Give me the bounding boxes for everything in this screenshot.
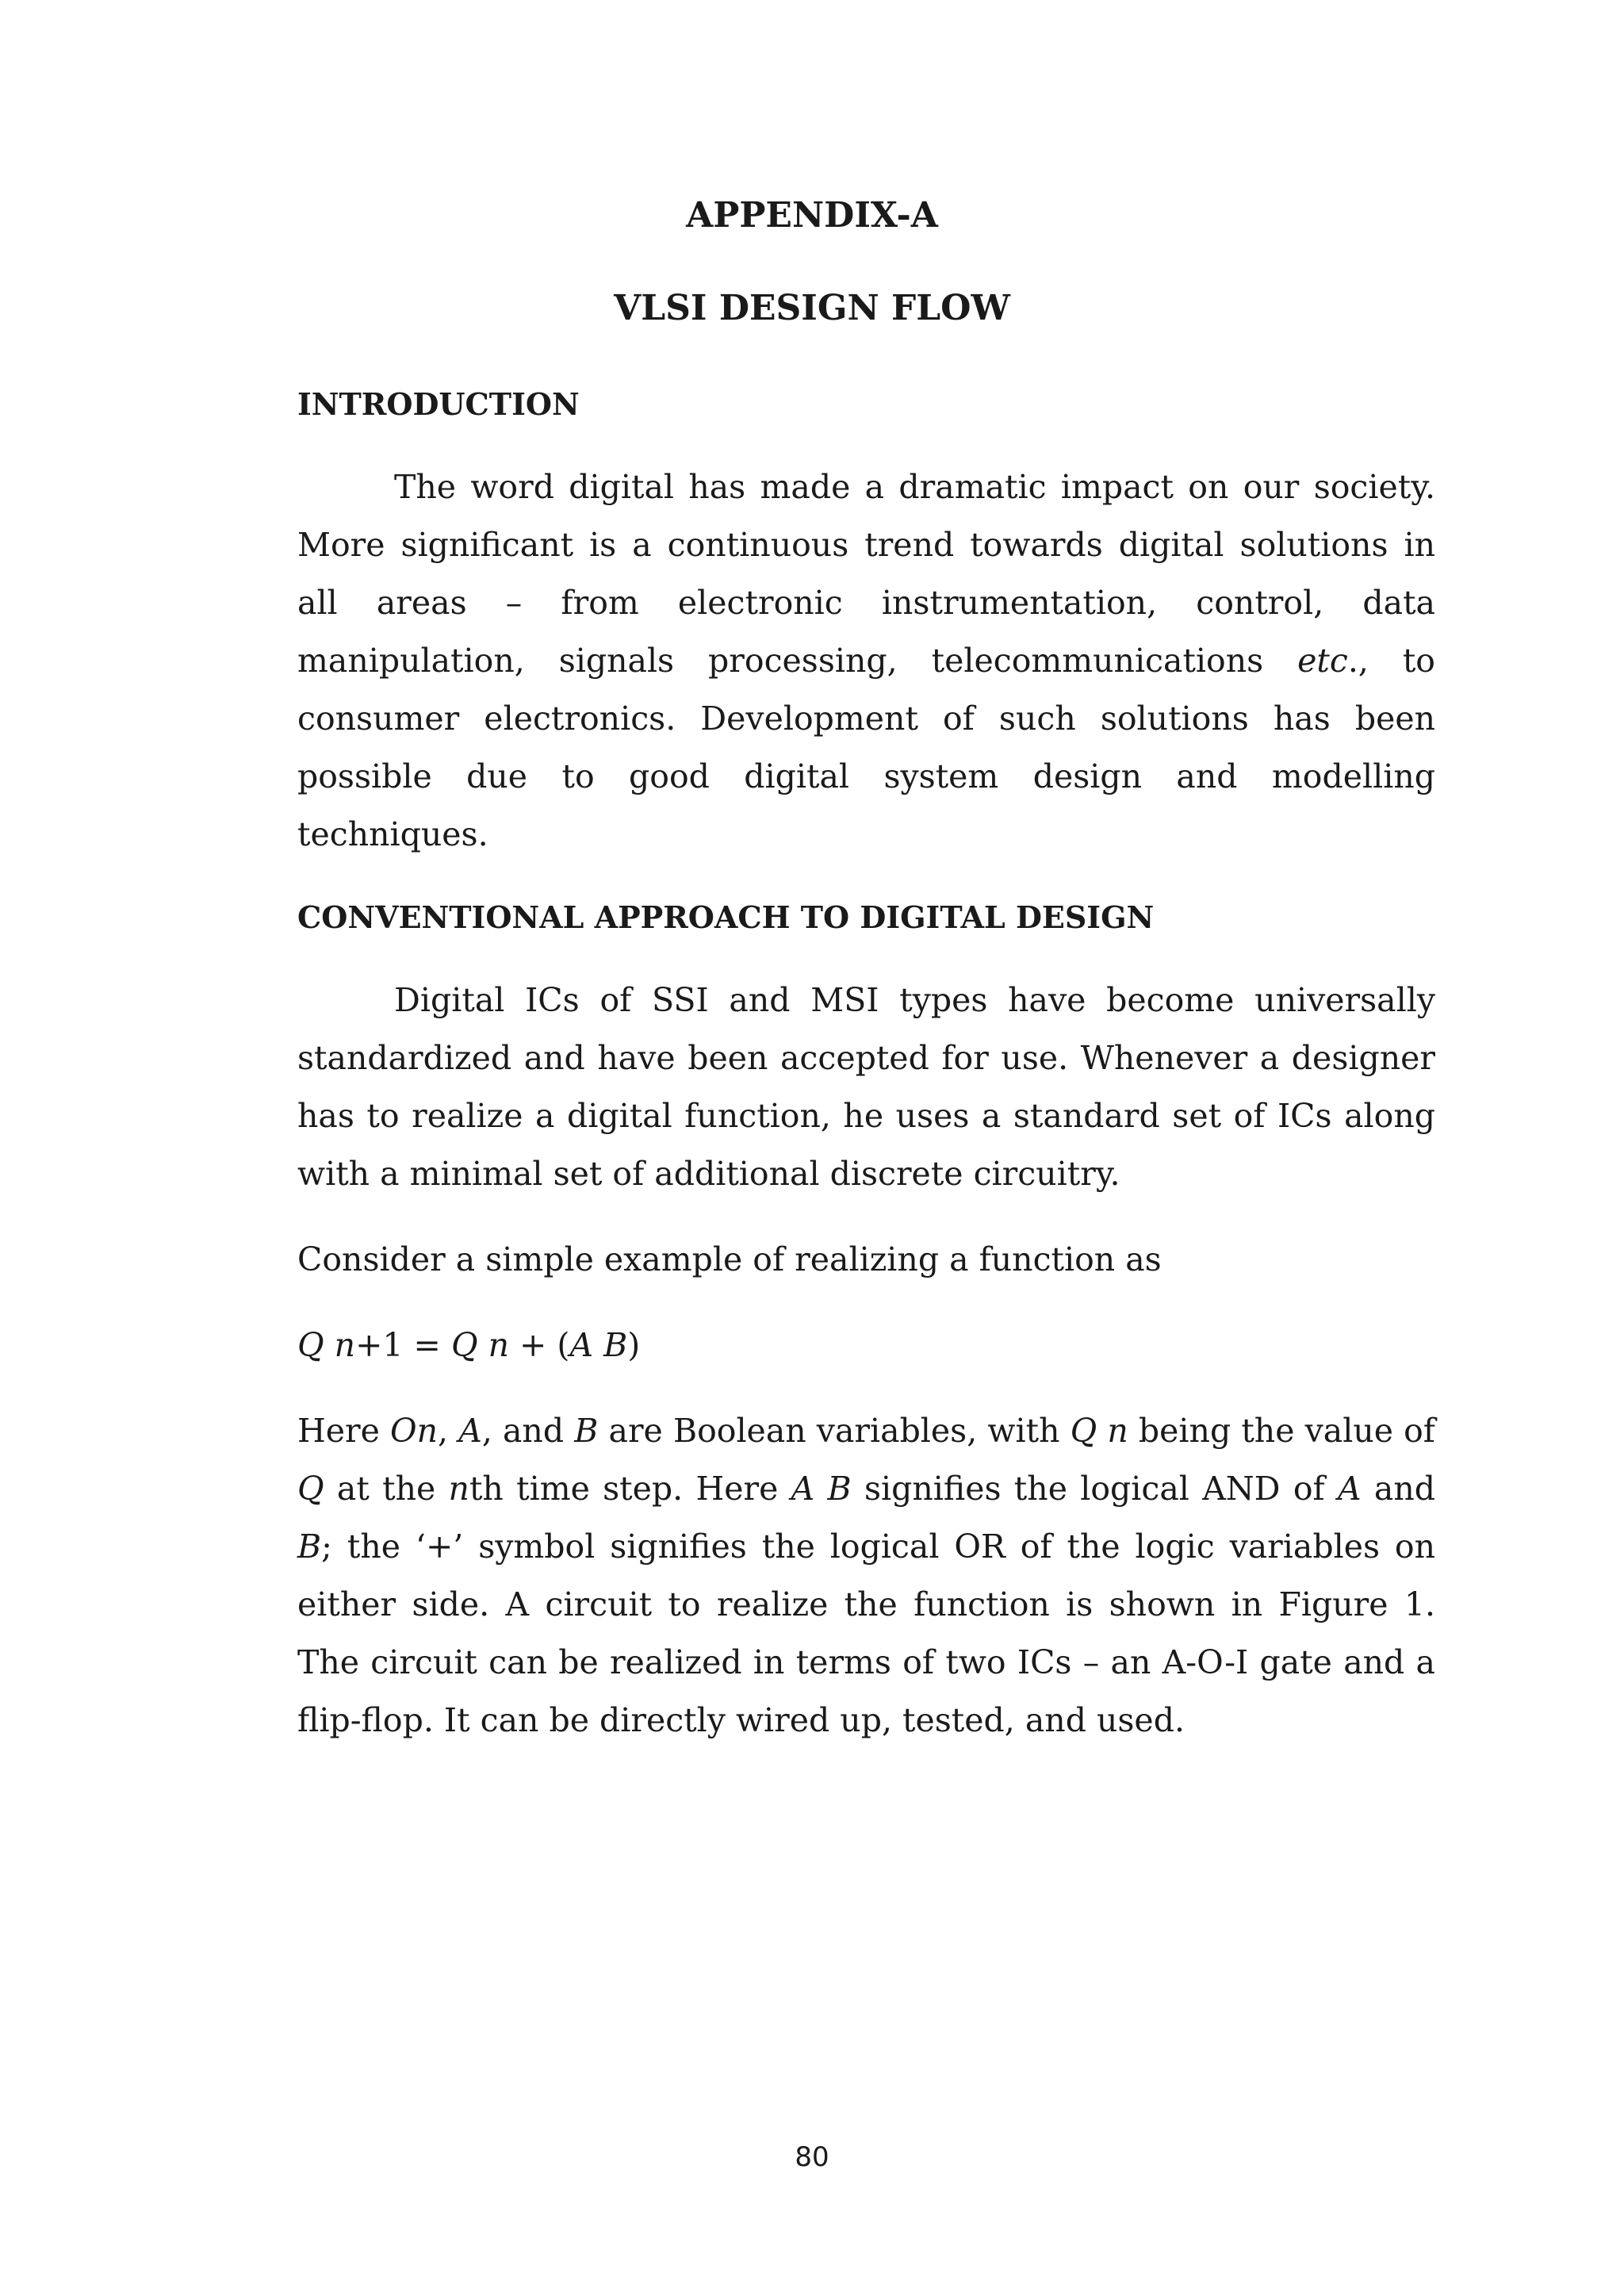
- formula-close: ): [627, 1326, 641, 1364]
- p3-text-4: are Boolean variables, with: [598, 1412, 1071, 1450]
- introduction-text-italic: etc: [1297, 642, 1348, 680]
- formula-b: B: [603, 1326, 628, 1364]
- formula-a: A: [569, 1326, 594, 1364]
- introduction-text-part-2: ., to consumer electronics. Development of such solutions has been possible due to good digital system design and modelling techniques.: [297, 642, 1435, 853]
- p3-var-9: B: [297, 1527, 322, 1566]
- p3-var-1: On: [390, 1412, 439, 1450]
- p3-text-7: th time step. Here: [469, 1470, 791, 1508]
- p3-var-7: A B: [791, 1470, 852, 1508]
- introduction-text-part-1: The word digital has made a dramatic impact on our society. More significant is a continuous trend towards digital solutions in all areas – from electronic instrumentation, control, data manipulation, signals processing, telecommunications: [297, 468, 1435, 680]
- formula-n-1: n: [334, 1326, 356, 1364]
- p3-text-10: ; the ‘+’ symbol signifies the logical OR of the logic variables on either side. A circuit to realize the function is shown in Figure 1. The circuit can be realized in terms of two ICs – an A-O-I gate and a flip-flop. It can be directly wired up, tested, and used.: [297, 1527, 1435, 1739]
- p3-var-5: Q: [297, 1470, 324, 1508]
- conventional-paragraph-1: Digital ICs of SSI and MSI types have become universally standardized and have been accepted for use. Whenever a designer has to realize a digital function, he uses a standard set of ICs along with a minimal set of additional discrete circuitry.: [297, 981, 1435, 1193]
- p3-var-2: A: [458, 1412, 482, 1450]
- appendix-title: APPENDIX-A: [686, 195, 938, 236]
- page-content: [297, 381, 1435, 1750]
- p3-var-6: n: [448, 1470, 469, 1508]
- p3-text-6: at the: [324, 1470, 449, 1508]
- conventional-paragraph-3: [297, 1402, 1435, 1750]
- section-heading-introduction: INTRODUCTION: [297, 386, 580, 422]
- p3-text-2: ,: [438, 1412, 459, 1450]
- p3-text-8: signifies the logical AND of: [851, 1470, 1338, 1508]
- p3-text-3: , and: [481, 1412, 575, 1450]
- chapter-title: VLSI DESIGN FLOW: [614, 288, 1010, 328]
- boolean-formula: [297, 1317, 1435, 1374]
- p3-text-1: Here: [297, 1412, 391, 1450]
- formula-plus: + (: [509, 1326, 570, 1364]
- introduction-paragraph: [297, 458, 1435, 864]
- section-heading-conventional: CONVENTIONAL APPROACH TO DIGITAL DESIGN: [297, 899, 1155, 935]
- formula-plus-one: +1 =: [355, 1326, 451, 1364]
- formula-n-2: n: [488, 1326, 510, 1364]
- conventional-paragraph-2: Consider a simple example of realizing a function as: [297, 1240, 1162, 1278]
- p3-var-4: Q n: [1070, 1412, 1128, 1450]
- p3-var-8: A: [1337, 1470, 1362, 1508]
- page-number: 80: [795, 2141, 829, 2173]
- formula-q-2: Q: [450, 1326, 478, 1364]
- formula-q-1: Q: [297, 1326, 324, 1364]
- p3-var-3: B: [574, 1412, 599, 1450]
- p3-text-5: being the value of: [1128, 1412, 1435, 1450]
- p3-text-9: and: [1361, 1470, 1435, 1508]
